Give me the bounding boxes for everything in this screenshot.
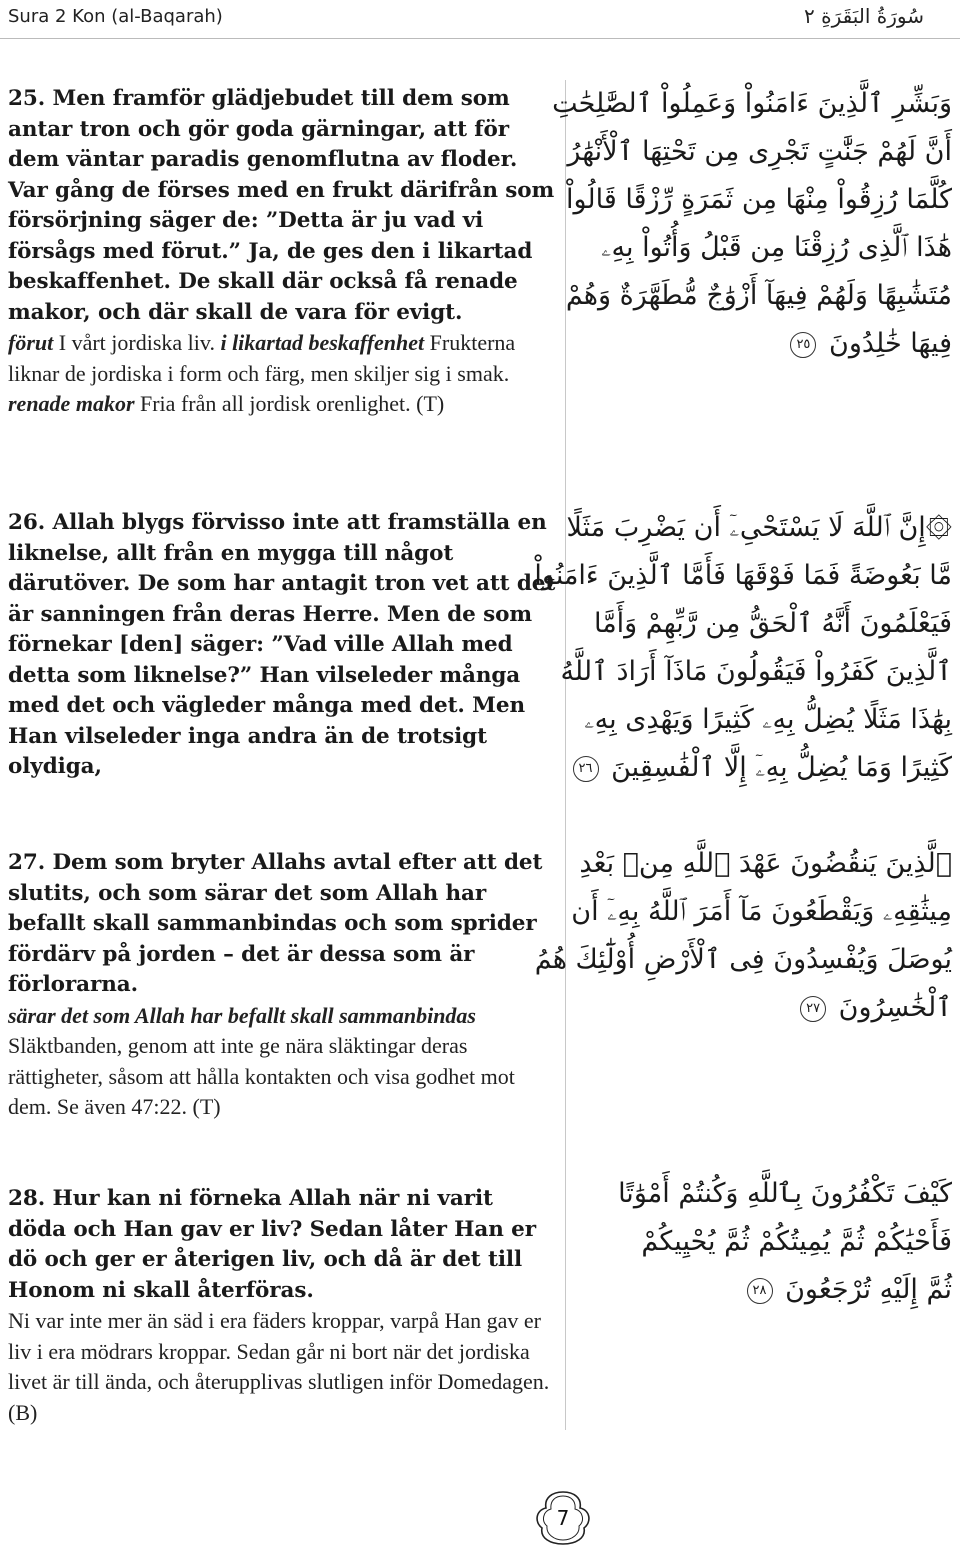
arabic-line: ٱلَّذِينَ يَنقُضُونَ عَهْدَ ٱللَّهِ مِنۢ بَعْدِ: [579, 848, 952, 879]
verse-end-marker: ٢٨: [747, 1278, 773, 1304]
arabic-line: مِيثَٰقِهِۦ وَيَقْطَعُونَ مَآ أَمَرَ ٱللَّهُ بِهِۦٓ أَن: [571, 896, 952, 927]
verse-note: [8, 328, 556, 420]
arabic-line: كَيْفَ تَكْفُرُونَ بِٱللَّهِ وَكُنتُمْ أَمْوَٰتًا: [618, 1178, 952, 1209]
verse-27: [8, 848, 556, 1123]
note-term: förut: [8, 330, 54, 355]
verse-note: [8, 1001, 556, 1123]
note-text: I vårt jordiska liv.: [53, 330, 221, 355]
arabic-line: فَيَعْلَمُونَ أَنَّهُ ٱلْحَقُّ مِن رَّبِّهِمْ وَأَمَّا: [593, 608, 952, 639]
verse-25: [8, 84, 556, 420]
page-number-ornament: [530, 1488, 596, 1548]
arabic-line: بِهَٰذَا مَثَلًا يُضِلُّ بِهِۦ كَثِيرًا وَيَهْدِى بِهِۦ: [584, 704, 952, 735]
arabic-line: مُتَشَٰبِهًا وَلَهُمْ فِيهَآ أَزْوَٰجٌ مُّطَهَّرَةٌ وَهُمْ: [565, 280, 952, 311]
note-term: särar det som Allah har befallt skall sammanbindas: [8, 1002, 476, 1028]
arabic-line-text: فِيهَا خَٰلِدُونَ: [829, 328, 952, 359]
header-divider: [0, 38, 960, 39]
note-text: Frukterna liknar de jordiska i form och färg, men skiljer sig i smak.: [8, 330, 516, 386]
arabic-line: [580, 1266, 952, 1314]
arabic-line: [580, 744, 952, 792]
verse-text: 27. Dem som bryter Allahs avtal efter att det slutits, och som särar det som Allah har befallt skall sammanbindas och som sprider fördärv på jorden – det är dessa som är förlorarna.: [8, 850, 543, 997]
arabic-line: ۞إِنَّ ٱللَّهَ لَا يَسْتَحْىِۦٓ أَن يَضْرِبَ مَثَلًا: [566, 512, 952, 543]
note-text: Fria från all jordisk orenlighet. (T): [134, 391, 445, 416]
arabic-line: [580, 984, 952, 1032]
arabic-line: كُلَّمَا رُزِقُواْ مِنْهَا مِن ثَمَرَةٍ رِّزْقًا قَالُواْ: [565, 184, 952, 215]
note-text: Släktbanden, genom att inte ge nära släktingar deras rättigheter, såsom att hålla kontakten och visa godhet mot dem. Se även 47:22. (T): [8, 1033, 515, 1119]
arabic-line-text: ٱلْخَٰسِرُونَ: [838, 992, 952, 1023]
arabic-line: وَبَشِّرِ ٱلَّذِينَ ءَامَنُواْ وَعَمِلُواْ ٱلصَّٰلِحَٰتِ: [552, 88, 952, 119]
page-number: 7: [556, 1506, 570, 1530]
arabic-line: [580, 320, 952, 368]
note-term: i likartad beskaffenhet: [220, 330, 425, 355]
arabic-verse-28: [580, 1170, 952, 1314]
verse-text: 26. Allah blygs förvisso inte att framställa en liknelse, allt från en mygga till något därutöver. De som har antagit tron vet att det är sanningen från deras Herre. Men de som förnekar [den] säger: ”Vad ville Allah med detta som liknelse?” Han vilseleder många med det och vägleder många med det. Men Han vilseleder inga andra än de trotsigt olydiga,: [8, 510, 556, 779]
arabic-verse-26: [534, 504, 952, 792]
arabic-line: مَّا بَعُوضَةً فَمَا فَوْقَهَا فَأَمَّا ٱلَّذِينَ ءَامَنُواْ: [534, 560, 952, 591]
page-header: [0, 0, 960, 38]
arabic-line: هَٰذَا ٱلَّذِى رُزِقْنَا مِن قَبْلُ وَأُتُواْ بِهِۦ: [601, 232, 952, 263]
verse-text: 25. Men framför glädjebudet till dem som antar tron och gör goda gärningar, att för dem väntar paradis genomflutna av floder. Var gång de förses med en frukt därifrån som försörjning säger de: ”Detta är ju vad vi försågs med förut.” Ja, de ges den i likartad beskaffenhet. De skall där också få renade makor, och där skall de vara för evigt.: [8, 86, 555, 325]
verse-text: 28. Hur kan ni förneka Allah när ni varit döda och Han gav er liv? Sedan låter Han er dö och ger er återigen liv, och då är det till Honom ni skall återföras.: [8, 1186, 536, 1303]
verse-end-marker: ٢٥: [790, 332, 816, 358]
arabic-verse-25: [552, 80, 952, 368]
arabic-line: يُوصَلَ وَيُفْسِدُونَ فِى ٱلْأَرْضِ أُوْلَٰٓئِكَ هُمُ: [534, 944, 952, 975]
arabic-line: أَنَّ لَهُمْ جَنَّٰتٍ تَجْرِى مِن تَحْتِهَا ٱلْأَنْهَٰرُ: [567, 136, 952, 167]
arabic-line-text: كَثِيرًا وَمَا يُضِلُّ بِهِۦٓ إِلَّا ٱلْفَٰسِقِينَ: [611, 752, 952, 783]
verse-28: [8, 1184, 556, 1428]
note-text: Ni var inte mer än säd i era fäders kroppar, varpå Han gav er liv i era mödrars kroppar. Sedan går ni bort när det jordiska livet är till ända, och återupplivas slutligen inför Domedagen. (B): [8, 1308, 550, 1425]
header-sura-title: Sura 2 Kon (al-Baqarah): [8, 6, 223, 27]
verse-note: [8, 1306, 556, 1428]
verse-26: [8, 508, 556, 783]
header-sura-title-arabic: سُورَةُ البَقَرَةِ ٢: [803, 4, 924, 28]
arabic-line: ٱلَّذِينَ كَفَرُواْ فَيَقُولُونَ مَاذَآ أَرَادَ ٱللَّهُ: [560, 656, 952, 687]
verse-end-marker: ٢٦: [573, 756, 599, 782]
arabic-verse-27: [534, 840, 952, 1032]
arabic-line-text: ثُمَّ إِلَيْهِ تُرْجَعُونَ: [785, 1274, 952, 1305]
note-term: renade makor: [8, 391, 135, 416]
arabic-line: فَأَحْيَٰكُمْ ثُمَّ يُمِيتُكُمْ ثُمَّ يُحْيِيكُمْ: [641, 1226, 952, 1257]
verse-end-marker: ٢٧: [800, 996, 826, 1022]
